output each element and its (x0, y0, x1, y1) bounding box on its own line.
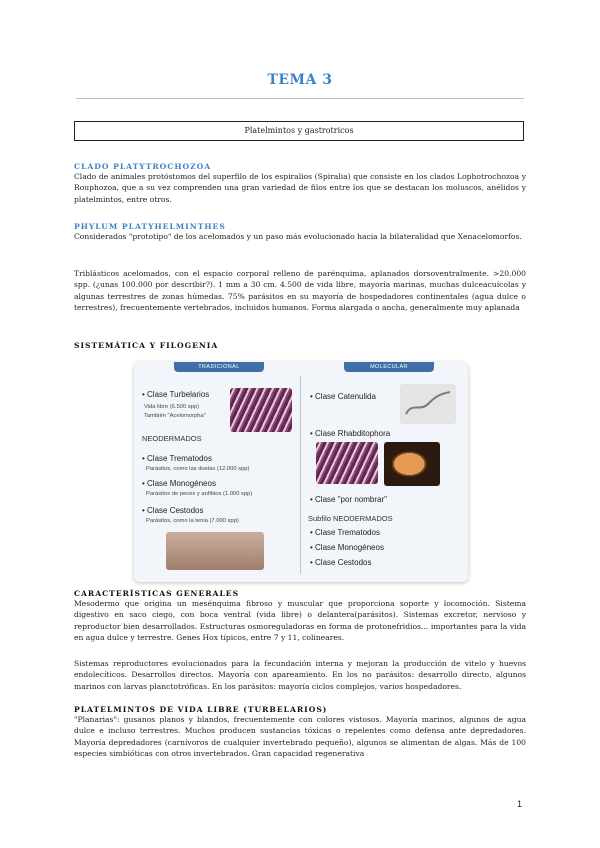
subject-box: Platelmintos y gastrotricos (74, 121, 524, 141)
cestodos-note: Parásitos, como la tenia (7.000 spp) (146, 518, 239, 524)
trematodos-note: Parásitos, como las duelas (12.000 spp) (146, 466, 250, 472)
class-trematodos: • Clase Trematodos (142, 454, 212, 463)
page-number: 1 (516, 799, 522, 809)
section-text: Clado de animales protóstomos del superfilo de los espiralios (Spiralia) que consiste en los clados Lophotrochozoa y Rouphozoa, que a su vez comprenden una gran variedad de filos entre los que se destacan los moluscos, anélidos y platelmintos, entre otros. (74, 172, 526, 204)
systematics-figure (134, 362, 468, 582)
catenulida-worm-icon (400, 384, 456, 424)
section-text: Sistemas reproductores evolucionados para la fecundación interna y mejoran la producción de vitelo y huevos endolecíticos. Desarrollos directos. Mayoría con apareamiento. En los no parásitos: desarrollo directo, algunos marinos con larvas planctotróficas. En los parásitos: mayoría ciclos complejos, varios hospedadores. (74, 659, 526, 691)
tenia-image (166, 532, 264, 570)
class-trematodos-molecular: • Clase Trematodos (310, 528, 380, 537)
subfilo-neodermados: Subfilo NEODERMADOS (308, 514, 393, 523)
section-general (74, 589, 526, 644)
class-catenulida: • Clase Catenulida (310, 392, 376, 401)
section-text: "Planarias": gusanos planos y blandos, frecuentemente con colores vistosos. Mayoría marinos, algunos de agua dulce e incluso terrestres. Muchos producen sustancias tóxicas o repelentes como defensa ante depredadores. Mayoría depredadores (carnívoros de cualquier invertebrado pequeño), algunos se alimentan de algas. Más de 100 especies simbióticas con otros invertebrados. Gran capacidad regenerativa (74, 715, 526, 759)
rhabditophora-image-2 (384, 442, 440, 486)
turbelarios-note-2: También "Acelomorpha" (144, 413, 206, 419)
section-heading: CLADO PLATYTROCHOZOA (74, 162, 212, 171)
section-text: Considerados "prototipo" de los acelomados y un paso más evolucionado hacia la bilateralidad que Xenacelomorfos. (74, 232, 522, 241)
title-divider (76, 98, 524, 99)
catenulida-image (400, 384, 456, 424)
class-turbelarios: • Clase Turbelarios (142, 390, 210, 399)
monogeneos-note: Parásitos de peces y anfibios (1.000 spp) (146, 491, 253, 497)
section-general-reproduction (74, 658, 526, 692)
column-divider (300, 376, 301, 574)
section-heading: CARACTERÍSTICAS GENERALES (74, 589, 240, 598)
class-monogeneos: • Clase Monogéneos (142, 479, 216, 488)
neodermados-heading: NEODERMADOS (142, 434, 202, 443)
section-text: Triblásticos acelomados, con el espacio corporal relleno de parénquima, aplanados dorsoventralmente. >20.000 spp. (¿unas 100.000 por describir?). 1 mm a 30 cm. 4.500 de vida libre, mayoría marinas, muchas dulceacuícolas y algunas terrestres de zonas húmedas. 75% parásitos en su mayoría de hospedadores continentales (agua dulce o terrestres), frecuentemente vertebrados, incluidos humanos. Forma alargada o ancha, generalmente muy aplanada (74, 269, 526, 313)
section-heading: SISTEMÁTICA Y FILOGENIA (74, 341, 219, 350)
turbelario-image (230, 388, 292, 432)
class-por-nombrar: • Clase "por nombrar" (310, 495, 387, 504)
class-monogeneos-molecular: • Clase Monogéneos (310, 543, 384, 552)
section-free-living (74, 705, 526, 760)
class-rhabditophora: • Clase Rhabditophora (310, 429, 391, 438)
section-platyhelminthes-description (74, 268, 526, 314)
page-title: TEMA 3 (267, 72, 333, 88)
traditional-header: TRADICIONAL (174, 362, 264, 372)
class-cestodos-molecular: • Clase Cestodos (310, 558, 372, 567)
section-text: Mesodermo que origina un mesénquima fibroso y muscular que proporciona soporte y locomoción. Sistema digestivo en saco ciego, con boca ventral (vida libre) o delantera(parásitos). Sistemas excretor, nervioso y reproductor bien desarrollados. Estructuras osmoreguladoras en forma de protonefridios... importantes para la vida en agua dulce y terrestre. Genes Hox típicos, entre 7 y 11, colineares. (74, 599, 526, 643)
section-platytrochozoa (74, 162, 526, 205)
molecular-header: MOLECULAR (344, 362, 434, 372)
turbelarios-note-1: Vida libre (6.500 spp) (144, 404, 199, 410)
section-heading: PHYLUM PLATYHELMINTHES (74, 222, 226, 231)
rhabditophora-image-1 (316, 442, 378, 484)
section-platyhelminthes (74, 222, 526, 242)
class-cestodos: • Clase Cestodos (142, 506, 204, 515)
section-systematics (74, 341, 526, 350)
section-heading: PLATELMINTOS DE VIDA LIBRE (TURBELARIOS) (74, 705, 328, 714)
